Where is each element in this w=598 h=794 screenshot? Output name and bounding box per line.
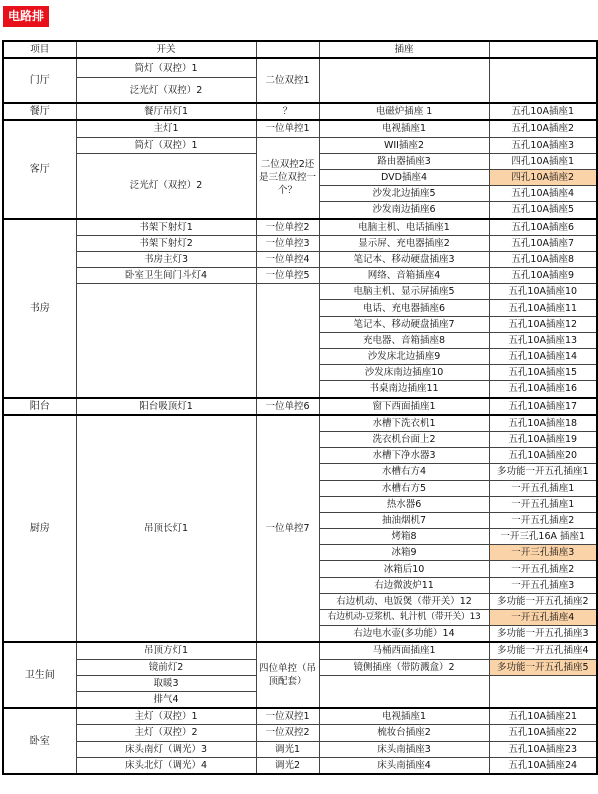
spec-cell: 多功能一开五孔插座4 [489, 642, 597, 659]
room-kitchen: 厨房 [3, 415, 76, 643]
socket-cell: 电话、充电器插座6 [319, 300, 489, 316]
spec-cell: 五孔10A插座19 [489, 431, 597, 447]
spec-cell: 五孔10A插座23 [489, 741, 597, 757]
socket-cell: 网络、音箱插座4 [319, 268, 489, 284]
socket-cell: 显示屏、充电器插座2 [319, 235, 489, 251]
switch-type-cell: 一位单控6 [256, 398, 319, 415]
socket-cell: 电脑主机、显示屏插座5 [319, 284, 489, 300]
socket-cell: 马桶西面插座1 [319, 642, 489, 659]
table-row [3, 103, 597, 120]
room-living: 客厅 [3, 120, 76, 218]
spec-cell: 五孔10A插座8 [489, 251, 597, 267]
socket-cell: 冰箱9 [319, 545, 489, 561]
spec-cell: 一开五孔插座2 [489, 512, 597, 528]
table-row [3, 137, 597, 153]
spec-cell-highlighted: 一开三孔插座3 [489, 545, 597, 561]
switch-cell: 床头北灯（调光）4 [76, 757, 256, 774]
switch-type-cell: 一位单控2 [256, 219, 319, 236]
spec-cell: 五孔10A插座5 [489, 202, 597, 219]
socket-cell: 电视插座1 [319, 708, 489, 725]
room-study: 书房 [3, 219, 76, 398]
spec-cell: 五孔10A插座17 [489, 398, 597, 415]
switch-cell: 筒灯（双控）1 [76, 137, 256, 153]
socket-cell: 沙发床南边插座10 [319, 365, 489, 381]
room-balcony: 阳台 [3, 398, 76, 415]
spec-cell: 多功能一开五孔插座1 [489, 464, 597, 480]
socket-cell: 梳妆台插座2 [319, 725, 489, 741]
socket-cell: 右边机动-豆浆机、轧汁机（带开关）13 [319, 610, 489, 626]
table-row [3, 757, 597, 774]
table-row [3, 725, 597, 741]
socket-cell: WII插座2 [319, 137, 489, 153]
switch-cell: 卧室卫生间门斗灯4 [76, 268, 256, 284]
table-row [3, 251, 597, 267]
spec-cell: 五孔10A插座12 [489, 316, 597, 332]
table-row [3, 268, 597, 284]
spec-cell: 五孔10A插座18 [489, 415, 597, 432]
switch-cell: 排气4 [76, 691, 256, 708]
socket-cell: 电脑主机、电话插座1 [319, 219, 489, 236]
switch-cell: 主灯1 [76, 120, 256, 137]
table-row [3, 741, 597, 757]
socket-cell: 沙发南边插座6 [319, 202, 489, 219]
switch-cell: 泛光灯（双控）2 [76, 78, 256, 104]
switch-cell: 书房主灯3 [76, 251, 256, 267]
spec-cell-highlighted: 多功能一开五孔插座5 [489, 659, 597, 675]
socket-cell: 抽油烟机7 [319, 512, 489, 528]
socket-cell: 充电器、音箱插座8 [319, 332, 489, 348]
spec-cell: 五孔10A插座2 [489, 120, 597, 137]
switch-cell: 筒灯（双控）1 [76, 58, 256, 78]
socket-cell: 书桌南边插座11 [319, 381, 489, 398]
room-bathroom: 卫生间 [3, 642, 76, 708]
switch-cell: 餐厅吊灯1 [76, 103, 256, 120]
socket-cell: 电磁炉插座 1 [319, 103, 489, 120]
switch-type-cell: 四位单控（吊顶配套） [256, 642, 319, 708]
socket-cell: 右边机动、电饭煲（带开关）12 [319, 593, 489, 609]
switch-type-cell: 一位单控3 [256, 235, 319, 251]
spec-cell: 一开五孔插座2 [489, 561, 597, 577]
socket-cell: 路由器插座3 [319, 153, 489, 169]
switch-cell: 书架下射灯1 [76, 219, 256, 236]
switch-cell: 吊顶长灯1 [76, 415, 256, 643]
header-row [3, 41, 597, 58]
switch-cell: 取暖3 [76, 675, 256, 691]
spec-cell: 一开五孔插座1 [489, 496, 597, 512]
spec-cell: 五孔10A插座11 [489, 300, 597, 316]
circuit-table [2, 40, 598, 775]
spec-cell: 五孔10A插座21 [489, 708, 597, 725]
spec-cell: 五孔10A插座24 [489, 757, 597, 774]
table-row [3, 284, 597, 300]
switch-cell: 主灯（双控）1 [76, 708, 256, 725]
socket-cell: 笔记本、移动硬盘插座3 [319, 251, 489, 267]
socket-cell: 沙发床北边插座9 [319, 349, 489, 365]
socket-cell: 右边电水壶(多功能）14 [319, 626, 489, 643]
table-row [3, 708, 597, 725]
socket-cell: 窗下西面插座1 [319, 398, 489, 415]
spec-cell: 五孔10A插座22 [489, 725, 597, 741]
spec-cell-highlighted: 一开五孔插座4 [489, 610, 597, 626]
spec-cell: 五孔10A插座1 [489, 103, 597, 120]
table-row [3, 235, 597, 251]
switch-cell: 主灯（双控）2 [76, 725, 256, 741]
table-row [3, 398, 597, 415]
switch-type-cell: 一位单控4 [256, 251, 319, 267]
room-bedroom: 卧室 [3, 708, 76, 774]
switch-cell: 泛光灯（双控）2 [76, 153, 256, 218]
socket-cell: 水槽下净水器3 [319, 448, 489, 464]
switch-cell: 书架下射灯2 [76, 235, 256, 251]
socket-cell: DVD插座4 [319, 169, 489, 185]
socket-cell: 笔记本、移动硬盘插座7 [319, 316, 489, 332]
socket-cell: 烤箱8 [319, 529, 489, 545]
table-row [3, 120, 597, 137]
switch-type-cell: 调光1 [256, 741, 319, 757]
spec-cell: 一开三孔16A 插座1 [489, 529, 597, 545]
spec-cell: 五孔10A插座20 [489, 448, 597, 464]
room-foyer: 门厅 [3, 58, 76, 103]
spec-cell: 四孔10A插座1 [489, 153, 597, 169]
socket-cell: 镜侧插座（带防溅盒）2 [319, 659, 489, 675]
circuit-table-frame [0, 40, 598, 794]
switch-type-cell: 一位双控1 [256, 708, 319, 725]
header-item: 项目 [3, 41, 76, 58]
socket-cell: 右边微波炉11 [319, 577, 489, 593]
table-row [3, 58, 597, 78]
switch-type-cell: 调光2 [256, 757, 319, 774]
socket-cell: 热水器6 [319, 496, 489, 512]
switch-type-cell: 一位双控2 [256, 725, 319, 741]
switch-type-cell: 一位单控7 [256, 415, 319, 643]
switch-type-cell: 一位单控5 [256, 268, 319, 284]
spec-cell: 多功能一开五孔插座3 [489, 626, 597, 643]
table-row [3, 415, 597, 432]
switch-cell: 镜前灯2 [76, 659, 256, 675]
switch-type-cell: 二位双控2还是三位双控一个？ [256, 137, 319, 218]
socket-cell: 沙发北边插座5 [319, 186, 489, 202]
switch-cell: 床头南灯（调光）3 [76, 741, 256, 757]
switch-cell: 吊顶方灯1 [76, 642, 256, 659]
socket-cell: 水槽右方5 [319, 480, 489, 496]
switch-type-cell: ？ [256, 103, 319, 120]
socket-cell: 床头南插座4 [319, 757, 489, 774]
spec-cell: 一开五孔插座1 [489, 480, 597, 496]
spec-cell: 五孔10A插座10 [489, 284, 597, 300]
spec-cell: 多功能一开五孔插座2 [489, 593, 597, 609]
table-row [3, 642, 597, 659]
header-socket: 插座 [319, 41, 489, 58]
switch-type-cell: 二位双控1 [256, 58, 319, 103]
spec-cell: 五孔10A插座6 [489, 219, 597, 236]
socket-cell: 电视插座1 [319, 120, 489, 137]
spec-cell: 五孔10A插座9 [489, 268, 597, 284]
spec-cell: 五孔10A插座13 [489, 332, 597, 348]
spec-cell: 五孔10A插座15 [489, 365, 597, 381]
socket-cell: 冰箱后10 [319, 561, 489, 577]
switch-type-cell: 一位单控1 [256, 120, 319, 137]
spec-cell: 五孔10A插座7 [489, 235, 597, 251]
switch-cell: 阳台吸顶灯1 [76, 398, 256, 415]
spec-cell-highlighted: 四孔10A插座2 [489, 169, 597, 185]
socket-cell: 洗衣机台面上2 [319, 431, 489, 447]
socket-cell: 床头南插座3 [319, 741, 489, 757]
header-switch: 开关 [76, 41, 256, 58]
room-dining: 餐厅 [3, 103, 76, 120]
spec-cell: 五孔10A插座16 [489, 381, 597, 398]
page-title: 电路排布 [3, 6, 49, 27]
socket-cell: 水槽下洗衣机1 [319, 415, 489, 432]
spec-cell: 五孔10A插座3 [489, 137, 597, 153]
table-row [3, 219, 597, 236]
spec-cell: 五孔10A插座4 [489, 186, 597, 202]
spec-cell: 一开五孔插座3 [489, 577, 597, 593]
spec-cell: 五孔10A插座14 [489, 349, 597, 365]
socket-cell: 水槽右方4 [319, 464, 489, 480]
